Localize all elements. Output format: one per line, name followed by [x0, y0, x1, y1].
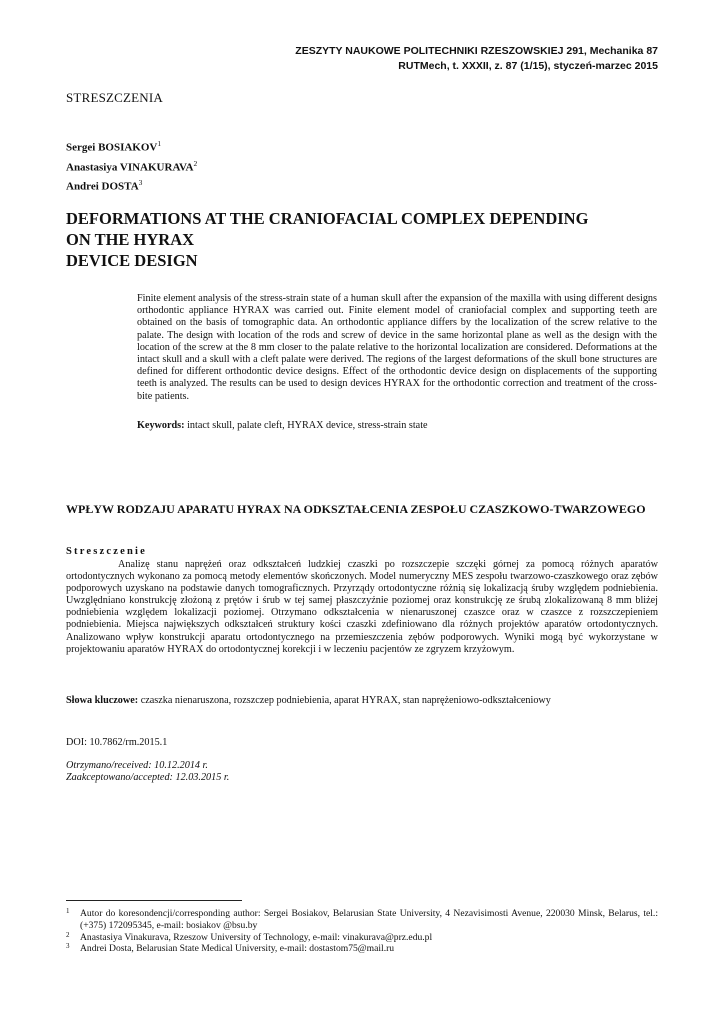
journal-name: ZESZYTY NAUKOWE POLITECHNIKI RZESZOWSKIEJ 291, Mechanika 87 [295, 45, 658, 57]
author-list [66, 136, 197, 195]
submission-dates [66, 760, 229, 784]
affiliation-mark: 3 [138, 178, 143, 188]
affiliation-mark: 2 [193, 158, 198, 168]
keywords-english: Keywords: intact skull, palate cleft, HYRAX device, stress-strain state [137, 420, 428, 431]
doi: DOI: 10.7862/rm.2015.1 [66, 737, 168, 748]
streszczenie-heading: Streszczenie [66, 546, 148, 557]
author: Andrei DOSTA$^3$ [66, 178, 143, 193]
footnote-divider [66, 900, 242, 901]
journal-issue: RUTMech, t. XXXII, z. 87 (1/15), styczeń-marzec 2015 [398, 60, 658, 72]
author: Sergei BOSIAKOV$^1$ [66, 139, 162, 154]
author: Anastasiya VINAKURAVA$^2$ [66, 158, 198, 174]
footnote: 3 Andrei Dosta, Belarusian State Medical University, e-mail: dostastom75@mail.ru [66, 942, 395, 955]
paper-title: DEFORMATIONS AT THE CRANIOFACIAL COMPLEX DEPENDING ON THE HYRAX DEVICE DESIGN [66, 209, 589, 270]
received-date: Otrzymano/received: 10.12.2014 r. [66, 760, 208, 771]
journal-header [66, 44, 658, 74]
abstract-polish: Analizę stanu naprężeń oraz odkształceń ludzkiej czaszki po rozszczepie szczęki górnej za pomocą różnych aparatów ortodontycznych wykonano za pomocą metody elementów skończonych. Model numeryczny MES zespołu twarzowo-czaszkowego oraz zębów podporowych uzyskano na podstawie danych tomograficznych. Przyrządy ortodontyczne różnią się lokalizacją śruby względem podniebienia. Uwzględniano konstrukcję złożoną z prętów i śrub w tej samej płaszczyźnie poziomej oraz konstrukcję ze śrubą zlokalizowaną 8 mm bliżej podniebienia względem lokalizacji poziomej. Otrzymano odkształcenia w nienaruszonej czaszce oraz w czaszce z rozszczepieniem podniebienia. Miejsca największych odkształceń struktury kości czaszki zdefiniowano dla różnych projektów aparatów ortodontycznych. Analizowano wpływ konstrukcji aparatu ortodontycznego na przemieszczenia zębów podporowych. Wyniki mogą być wykorzystane w projektowaniu aparatów HYRAX do ortodontycznej korekcji i w leczeniu pacjentów ze zgryzem krzyżowym. [66, 559, 658, 655]
paper-title-polish: WPŁYW RODZAJU APARATU HYRAX NA ODKSZTAŁCENIA ZESPOŁU CZASZKOWO-TWARZOWEGO [66, 502, 646, 516]
footnote: 2 Anastasiya Vinakurava, Rzeszow University of Technology, e-mail: vinakurava@prz.edu.pl [66, 930, 433, 943]
affiliation-mark: 1 [157, 139, 162, 148]
abstract-english: Finite element analysis of the stress-strain state of a human skull after the expansion of the maxilla with using different designs orthodontic appliance HYRAX was carried out. Finite element model of craniofacial complex and supporting teeth are obtained on the basis of tomographic data. An orthodontic appliance differs by the localization of the screw relative to the palate. The design with location of the rods and screw of device in the same horizontal plane as well as the design with the location of the screw at the 8 mm closer to the palate relative to the horizontal localization are considered. Deformations at the intact skull and a skull with a cleft palate were derived. The regions of the largest deformations of the skull bone structures are defined for different orthodontic device designs. Effect of the orthodontic device design on displacements of the supporting teeth is analyzed. The results can be used to design devices HYRAX for the orthodontic correction and treatment of the cross-bite patients. [137, 293, 657, 402]
accepted-date: Zaakceptowano/accepted: 12.03.2015 r. [66, 772, 230, 783]
footnotes [66, 908, 658, 955]
footnote: 1 Autor do koresondencji/corresponding author: Sergei Bosiakov, Belarusian State University, 4 Nezavisimosti Avenue, 220030 Minsk, Belarus, tel.: (+375) 172095345, e-mail: bosiakov @bsu.by [66, 907, 658, 931]
keywords-polish: Słowa kluczowe: czaszka nienaruszona, rozszczep podniebienia, aparat HYRAX, stan naprężeniowo-odkształceniowy [66, 695, 551, 706]
section-label: STRESZCZENIA [66, 90, 164, 105]
